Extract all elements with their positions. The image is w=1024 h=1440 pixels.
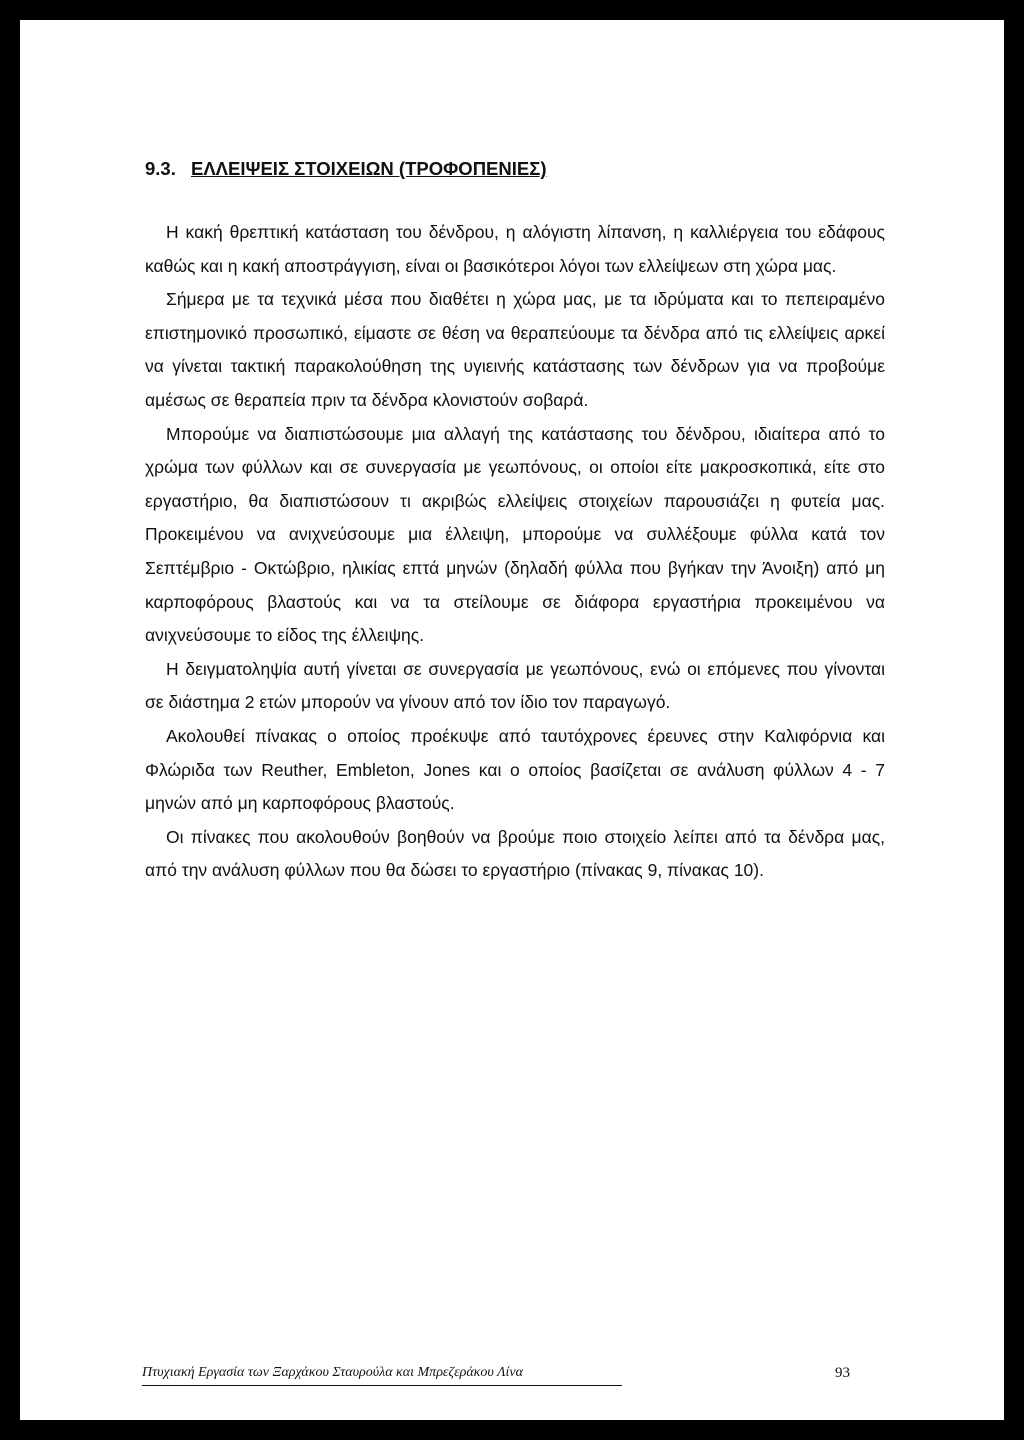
section-number: 9.3. [145,158,176,179]
paragraph-treatment: Σήμερα με τα τεχνικά μέσα που διαθέτει η χώρα μας, με τα ιδρύματα και το πεπειραμένο επιστημονικό προσωπικό, είμαστε σε θέση να θεραπεύουμε τα δένδρα από τις ελλείψεις αρκεί να γίνεται τακτική παρακολούθηση της υγιεινής κατάστασης των δένδρων για να προβούμε αμέσως σε θεραπεία πριν τα δένδρα κλονιστούν σοβαρά. [145,289,885,410]
footer-text: Πτυχιακή Εργασία των Ξαρχάκου Σταυρούλα και Μπρεζεράκου Λίνα [142,1365,523,1380]
paragraph-tables: Οι πίνακες που ακολουθούν βοηθούν να βρούμε ποιο στοιχείο λείπει από τα δένδρα μας, από την ανάλυση φύλλων που θα δώσει το εργαστήριο (πίνακας 9, πίνακας 10). [145,826,885,881]
paragraph-causes: Η κακή θρεπτική κατάσταση του δένδρου, η αλόγιστη λίπανση, η καλλιέργεια του εδάφους καθώς και η κακή αποστράγγιση, είναι οι βασικότεροι λόγοι των ελλείψεων στη χώρα μας. [145,222,885,276]
footer-divider [142,1385,622,1386]
page-content [145,158,885,888]
paragraph-research: Ακολουθεί πίνακας ο οποίος προέκυψε από ταυτόχρονες έρευνες στην Καλιφόρνια και Φλώριδα των Reuther, Embleton, Jones και ο οποίος βασίζεται σε ανάλυση φύλλων 4 - 7 μηνών από μη καρποφόρους βλαστούς. [145,725,885,814]
section-heading [145,158,885,180]
section-title: ΕΛΛΕΙΨΕΙΣ ΣΤΟΙΧΕΙΩΝ (ΤΡΟΦΟΠΕΝΙΕΣ) [191,158,547,179]
document-page [20,20,1004,1420]
paragraph-sampling: Η δειγματοληψία αυτή γίνεται σε συνεργασία με γεωπόνους, ενώ οι επόμενες που γίνονται σε διάστημα 2 ετών μπορούν να γίνουν από τον ίδιο τον παραγωγό. [145,658,885,713]
paragraph-diagnosis: Μπορούμε να διαπιστώσουμε μια αλλαγή της κατάστασης του δένδρου, ιδιαίτερα από το χρώμα των φύλλων και σε συνεργασία με γεωπόνους, οι οποίοι είτε μακροσκοπικά, είτε στο εργαστήριο, θα διαπιστώσουν τι ακριβώς ελλείψεις στοιχείων παρουσιάζει η φυτεία μας. Προκειμένου να ανιχνεύσουμε μια έλλειψη, μπορούμε να συλλέξουμε φύλλα κατά τον Σεπτέμβριο - Οκτώβριο, ηλικίας επτά μηνών (δηλαδή φύλλα που βγήκαν την Άνοιξη) από μη καρποφόρους βλαστούς και να τα στείλουμε σε διάφορα εργαστήρια προκειμένου να ανιχνεύσουμε το είδος της έλλειψης. [145,423,885,646]
page-number: 93 [835,1365,850,1381]
